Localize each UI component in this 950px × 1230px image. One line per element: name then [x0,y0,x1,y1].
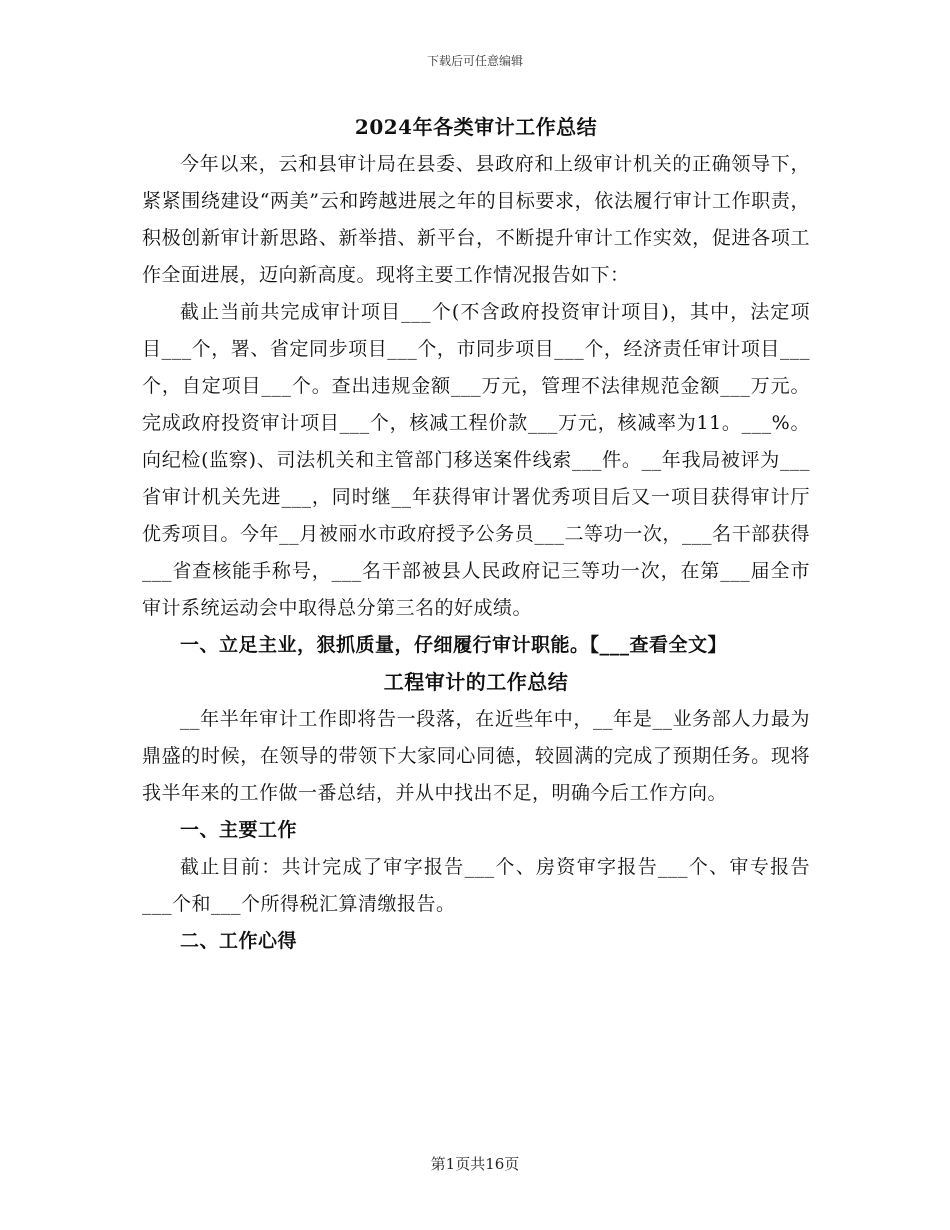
heading-main-work: 一、主要工作 [180,819,298,841]
section-heading-link[interactable]: 一、立足主业，狠抓质量，仔细履行审计职能。【___查看全文】 [180,634,728,656]
header-note: 下载后可任意编辑 [426,54,523,68]
paragraph-reports: 截止目前：共计完成了审字报告___个、房资审字报告___个、审专报告___个和___个所得税汇算清缴报告。 [142,856,810,915]
paragraph-intro: 今年以来，云和县审计局在县委、县政府和上级审计机关的正确领导下，紧紧围绕建设“两美”云和跨越进展之年的目标要求，依法履行审计工作职责，积极创新审计新思路、新举措、新平台，不断提升审计工作实效，促进各项工作全面进展，迈向新高度。现将主要工作情况报告如下： [142,153,810,286]
paragraph-half-year: __年半年审计工作即将告一段落，在近些年中，__年是__业务部人力最为鼎盛的时候，在领导的带领下大家同心同德，较圆满的完成了预期任务。现将我半年来的工作做一番总结，并从中找出不足，明确今后工作方向。 [142,708,810,804]
document-title: 2024年各类审计工作总结 [354,115,598,139]
document-subtitle: 工程审计的工作总结 [383,670,569,694]
document-body [142,108,810,960]
page-number: 第1页共16页 [430,1155,520,1173]
heading-work-experience: 二、工作心得 [180,930,298,952]
paragraph-statistics: 截止当前共完成审计项目___个(不含政府投资审计项目)，其中，法定项目___个，署、省定同步项目___个，市同步项目___个，经济责任审计项目___个，自定项目___个。查出违规金额___万元，管理不法律规范金额___万元。完成政府投资审计项目___个，核减工程价款___万元，核减率为11。___%。向纪检(监察)、司法机关和主管部门移送案件线索___件。__年我局被评为___省审计机关先进___，同时继__年获得审计署优秀项目后又一项目获得审计厅优秀项目。今年__月被丽水市政府授予公务员___二等功一次，___名干部获得___省查核能手称号，___名干部被县人民政府记三等功一次，在第___届全市审计系统运动会中取得总分第三名的好成绩。 [142,301,810,619]
